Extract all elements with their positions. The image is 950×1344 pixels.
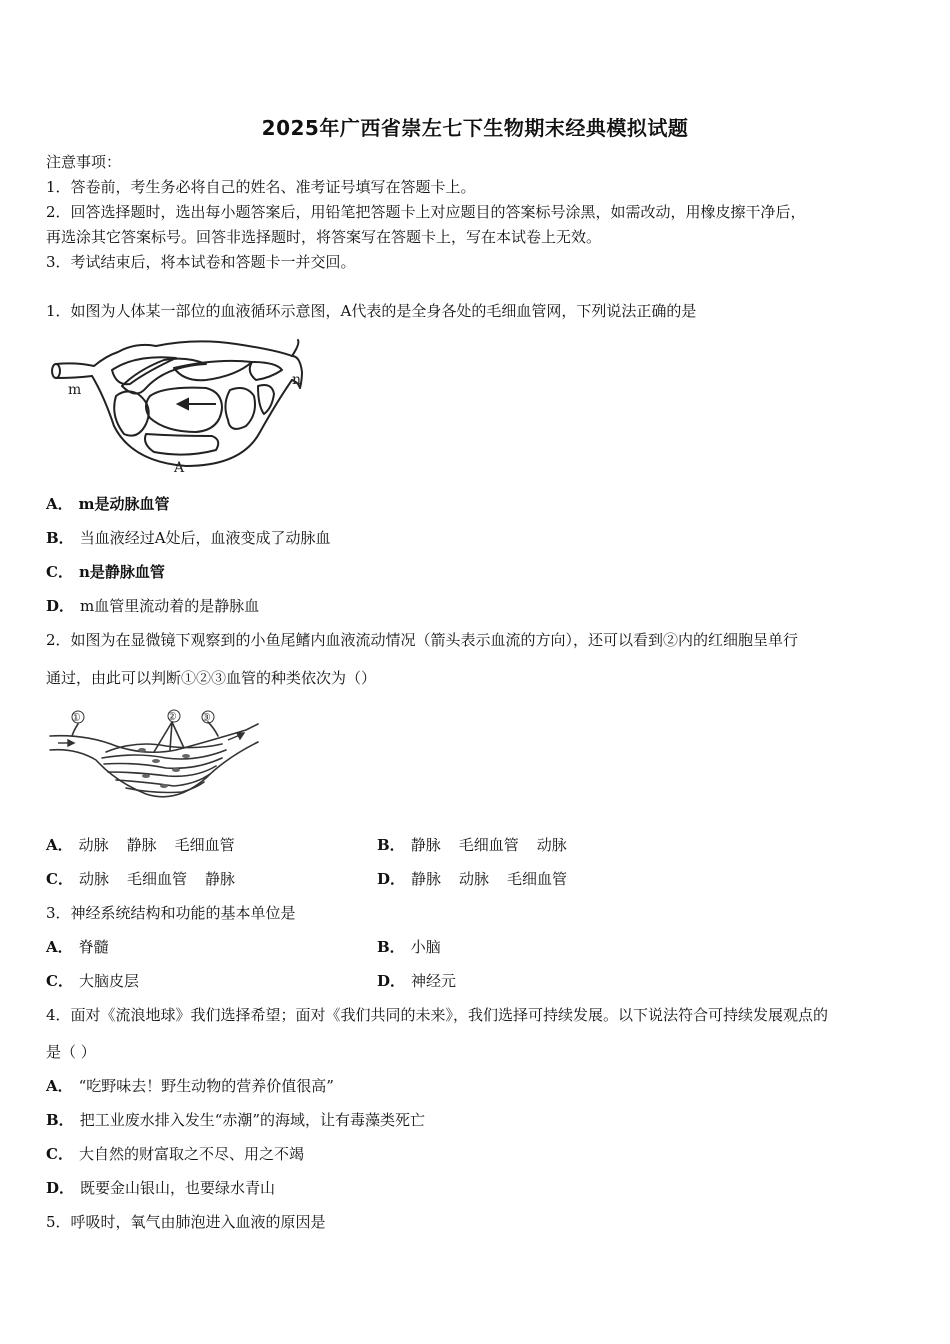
- q3-option-a: A． 脊髓: [46, 938, 109, 956]
- q3-option-b: B． 小脑: [377, 938, 441, 956]
- question-4-stem-cont: 是（ ）: [46, 1043, 96, 1061]
- notice-item: 1．答卷前，考生务必将自己的姓名、准考证号填写在答题卡上。: [46, 178, 476, 196]
- q4-option-b: B． 把工业废水排入发生“赤潮”的海域，让有毒藻类死亡: [46, 1111, 426, 1129]
- q4-option-c: C． 大自然的财富取之不尽、用之不竭: [46, 1145, 304, 1163]
- notice-heading: 注意事项：: [46, 153, 122, 171]
- label-m: m: [68, 382, 82, 398]
- question-5-stem: 5．呼吸时，氧气由肺泡进入血液的原因是: [46, 1213, 326, 1231]
- notice-item: 3．考试结束后，将本试卷和答题卡一并交回。: [46, 253, 356, 271]
- capillary-network-diagram: [46, 336, 308, 478]
- q1-option-c: C． n是静脉血管: [46, 563, 165, 581]
- q3-option-d: D． 神经元: [377, 972, 457, 990]
- label-one: ①: [71, 711, 81, 724]
- q1-option-a: A． m是动脉血管: [46, 495, 170, 513]
- q2-option-d: D． 静脉 动脉 毛细血管: [377, 870, 568, 888]
- notice-item: 再选涂其它答案标号。回答非选择题时，将答案写在答题卡上，写在本试卷上无效。: [46, 228, 602, 246]
- notice-item: 2．回答选择题时，选出每小题答案后，用铅笔把答题卡上对应题目的答案标号涂黑，如需改动，用橡皮擦干净后，: [46, 203, 806, 221]
- question-4-stem: 4．面对《流浪地球》我们选择希望；面对《我们共同的未来》，我们选择可持续发展。以下说法符合可持续发展观点的: [46, 1006, 829, 1024]
- question-1-stem: 1．如图为人体某一部位的血液循环示意图，A代表的是全身各处的毛细血管网，下列说法正确的是: [46, 302, 697, 320]
- fish-tail-blood-flow-diagram: [46, 706, 262, 816]
- q2-option-b: B． 静脉 毛细血管 动脉: [377, 836, 567, 854]
- question-2-stem-cont: 通过，由此可以判断①②③血管的种类依次为（）: [46, 669, 377, 687]
- q2-option-a: A． 动脉 静脉 毛细血管: [46, 836, 235, 854]
- label-three: ③: [201, 711, 211, 724]
- q1-option-b: B． 当血液经过A处后，血液变成了动脉血: [46, 529, 331, 547]
- q2-option-c: C． 动脉 毛细血管 静脉: [46, 870, 235, 888]
- q4-option-a: A． “吃野味去！野生动物的营养价值很高”: [46, 1077, 334, 1095]
- q3-option-c: C． 大脑皮层: [46, 972, 139, 990]
- q4-option-d: D． 既要金山银山，也要绿水青山: [46, 1179, 276, 1197]
- q1-option-d: D． m血管里流动着的是静脉血: [46, 597, 260, 615]
- label-n: n: [292, 372, 302, 388]
- label-two: ②: [167, 710, 177, 723]
- label-a: A: [174, 460, 185, 476]
- question-3-stem: 3．神经系统结构和功能的基本单位是: [46, 904, 296, 922]
- page-title: 2025年广西省崇左七下生物期末经典模拟试题: [261, 116, 689, 140]
- question-2-stem: 2．如图为在显微镜下观察到的小鱼尾鳍内血液流动情况（箭头表示血流的方向），还可以看到②内的红细胞呈单行: [46, 631, 799, 649]
